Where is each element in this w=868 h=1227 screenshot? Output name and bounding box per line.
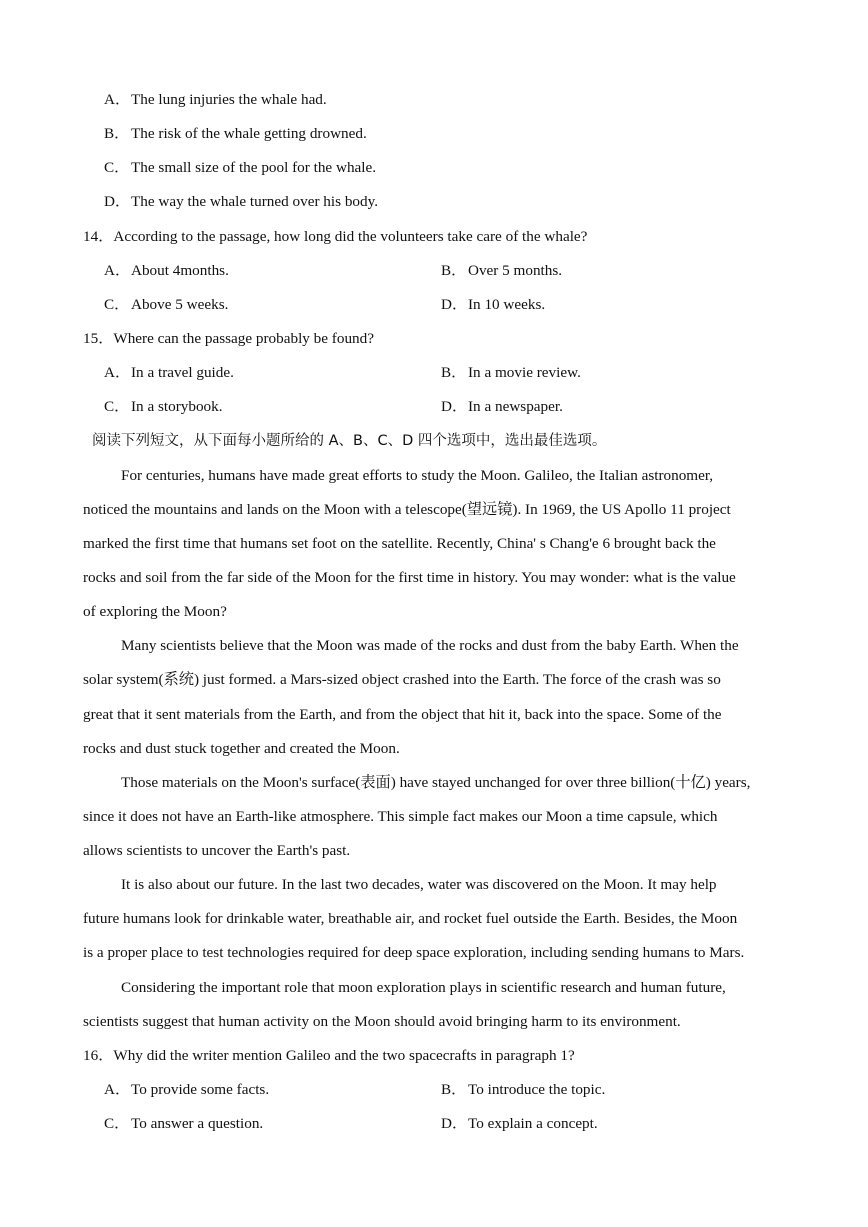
option-text: The way the whale turned over his body. [131,193,379,210]
option-label: A． [104,91,131,108]
option-label: A． [104,364,131,381]
option-text: In a storybook. [131,398,223,415]
option-label: D． [441,1115,468,1132]
passage-line: Considering the important role that moon exploration plays in scientific research and human future, [121,979,726,996]
q16-stem: 16．Why did the writer mention Galileo and the two spacecrafts in paragraph 1? [83,1047,575,1064]
passage-line: great that it sent materials from the Earth, and from the object that hit it, back into the space. Some of the [83,706,722,723]
q13-option-d [104,192,378,212]
q16-option-a [104,1080,269,1100]
option-text: Above 5 weeks. [131,296,229,313]
passage-line: It is also about our future. In the last two decades, water was discovered on the Moon. It may help [121,876,717,893]
q13-option-a [104,90,327,110]
passage-line: allows scientists to uncover the Earth's past. [83,842,351,859]
q16-option-b [441,1080,605,1100]
option-text: Over 5 months. [468,262,563,279]
q15-option-d [441,397,563,417]
option-label: A． [104,1081,131,1098]
option-text: To answer a question. [131,1115,264,1132]
option-text: About 4months. [131,262,229,279]
q13-option-c [104,158,376,178]
option-label: C． [104,1115,130,1132]
passage-line: rocks and dust stuck together and created the Moon. [83,740,400,757]
option-text: To provide some facts. [131,1081,270,1098]
q15-option-c [104,397,223,417]
option-label: B． [441,262,467,279]
q14-stem: 14．According to the passage, how long did the volunteers take care of the whale? [83,228,588,245]
option-label: D． [441,398,468,415]
q15-stem: 15．Where can the passage probably be found? [83,330,374,347]
q14-option-d [441,295,545,315]
option-label: C． [104,296,130,313]
passage-line: is a proper place to test technologies required for deep space exploration, including sending humans to Mars. [83,944,745,961]
option-text: To explain a concept. [468,1115,598,1132]
option-label: B． [104,125,130,142]
section-instruction: 阅读下列短文，从下面每小题所给的 A、B、C、D 四个选项中，选出最佳选项。 [92,433,607,449]
option-text: To introduce the topic. [468,1081,606,1098]
q15-option-a [104,363,234,383]
option-text: In a newspaper. [468,398,563,415]
passage-line: of exploring the Moon? [83,603,227,620]
q16-option-d [441,1114,598,1134]
option-label: C． [104,398,130,415]
passage-line: scientists suggest that human activity on the Moon should avoid bringing harm to its environment. [83,1013,681,1030]
option-text: In 10 weeks. [468,296,546,313]
q14-option-a [104,261,229,281]
passage-line: since it does not have an Earth-like atmosphere. This simple fact makes our Moon a time capsule, which [83,808,718,825]
q15-option-b [441,363,581,383]
q16-option-c [104,1114,263,1134]
passage-line: noticed the mountains and lands on the Moon with a telescope(望远镜). In 1969, the US Apollo 11 project [83,501,731,518]
option-text: The risk of the whale getting drowned. [131,125,367,142]
passage-line: For centuries, humans have made great efforts to study the Moon. Galileo, the Italian astronomer, [121,467,714,484]
passage-line: Those materials on the Moon's surface(表面) have stayed unchanged for over three billion(十亿) years, [121,774,751,791]
option-label: B． [441,1081,467,1098]
option-label: D． [441,296,468,313]
option-text: The lung injuries the whale had. [131,91,327,108]
option-text: In a movie review. [468,364,581,381]
q13-option-b [104,124,367,144]
passage-line: solar system(系统) just formed. a Mars-sized object crashed into the Earth. The force of the crash was so [83,671,721,688]
option-text: In a travel guide. [131,364,234,381]
option-text: The small size of the pool for the whale. [131,159,377,176]
option-label: D． [104,193,131,210]
passage-line: marked the first time that humans set foot on the satellite. Recently, China' s Chang'e 6 brought back the [83,535,716,552]
passage-line: Many scientists believe that the Moon was made of the rocks and dust from the baby Earth. When the [121,637,739,654]
option-label: B． [441,364,467,381]
passage-line: rocks and soil from the far side of the Moon for the first time in history. You may wonder: what is the value [83,569,736,586]
q14-option-b [441,261,562,281]
q14-option-c [104,295,228,315]
option-label: A． [104,262,131,279]
option-label: C． [104,159,130,176]
passage-line: future humans look for drinkable water, breathable air, and rocket fuel outside the Earth. Besides, the Moon [83,910,738,927]
